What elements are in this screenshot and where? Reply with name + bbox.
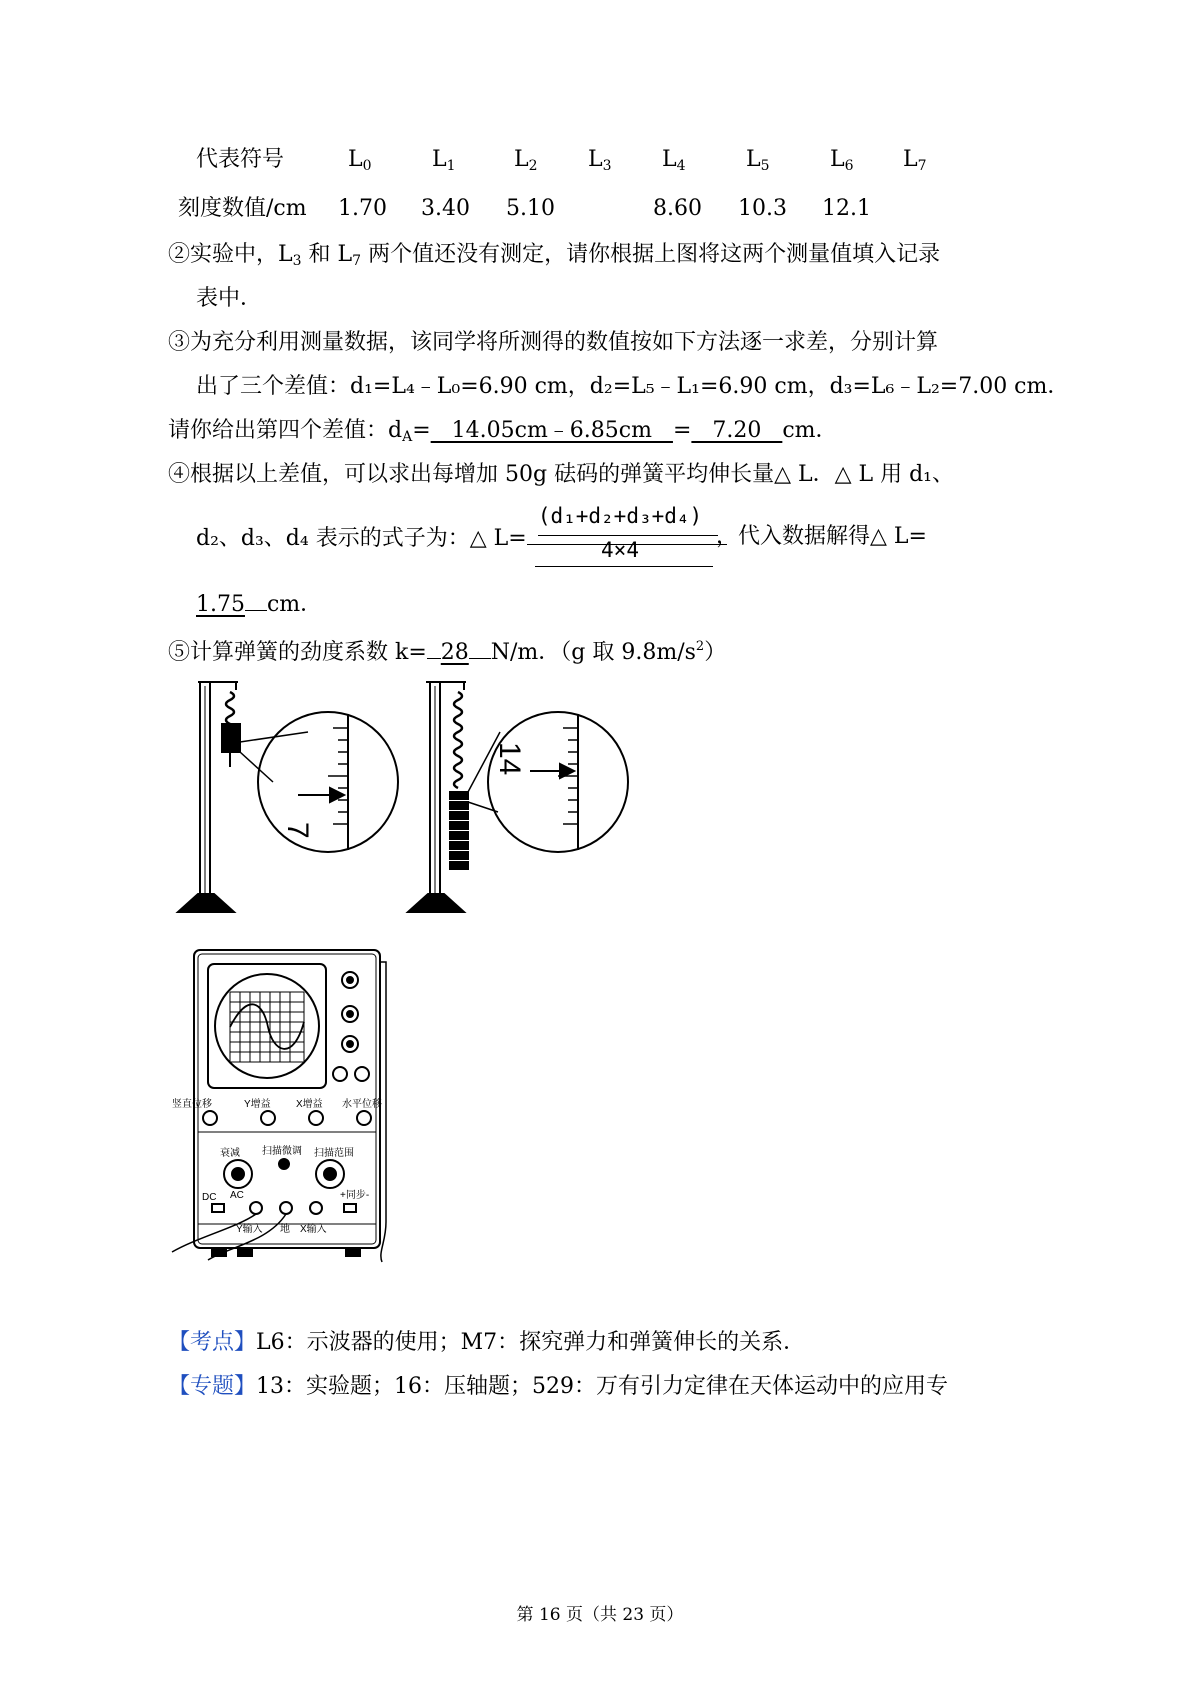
- spring-scale-figure: [168, 672, 648, 922]
- question-4-line-1: ④根据以上差值，可以求出每增加 50g 砝码的弹簧平均伸长量△ L．△ L 用 d₁、: [168, 462, 954, 487]
- table-symbol: $L_3$: [588, 147, 612, 174]
- scale-label-left: 7: [281, 822, 314, 839]
- osc-label-ac: AC: [230, 1190, 244, 1201]
- oscilloscope-figure: [168, 942, 388, 1272]
- question-3-line-3: 请你给出第四个差值：$d_A=$ 14.05cm﹣6.85cm = 7.20 cm．: [168, 418, 838, 445]
- question-3-line-1: ③为充分利用测量数据，该同学将所测得的数值按如下方法逐一求差，分别计算: [168, 330, 939, 355]
- answer-k: 28: [440, 640, 469, 665]
- table-header-label: 代表符号: [196, 147, 285, 172]
- question-4-line-2-prefix: d₂、d₃、d₄ 表示的式子为：△ L=: [196, 522, 727, 554]
- osc-label-ground: 地: [280, 1224, 290, 1235]
- question-4-line-2-suffix: ，代入数据解得△ L=: [716, 524, 927, 549]
- table-value: 1.70: [338, 196, 387, 221]
- page-number: 第 16 页（共 23 页）: [516, 1605, 684, 1625]
- table-value: 10.3: [738, 196, 787, 221]
- answer-delta-l: 1.75: [196, 592, 245, 617]
- table-symbol: $L_4$: [662, 147, 686, 174]
- answer-d4-expression: 14.05cm﹣6.85cm: [430, 418, 673, 443]
- osc-label-sweep-range: 扫描范围: [314, 1148, 354, 1159]
- osc-label-sync: +同步-: [340, 1190, 370, 1201]
- table-value: 3.40: [421, 196, 470, 221]
- question-3-line-2: 出了三个差值：d₁=L₄﹣L₀=6.90 cm，d₂=L₅﹣L₁=6.90 cm，d₃=L₆﹣L₂=7.00 cm．: [196, 374, 1070, 399]
- table-symbol: $L_6$: [830, 147, 854, 174]
- question-2-line-1: ②实验中，$L_3$ 和 $L_7$ 两个值还没有测定，请你根据上图将这两个测量值填入记录: [168, 242, 941, 269]
- table-symbol: $L_2$: [514, 147, 538, 174]
- table-value: 5.10: [506, 196, 555, 221]
- osc-label-sweep-fine: 扫描微调: [262, 1146, 302, 1157]
- table-symbol: $L_0$: [348, 147, 372, 174]
- delta-l-denominator: 4×4: [601, 538, 639, 562]
- delta-l-numerator: (d₁+d₂+d₃+d₄): [537, 504, 703, 528]
- answer-d4-value: 7.20: [691, 418, 783, 443]
- answer-underline: [535, 566, 713, 567]
- table-value-label: 刻度数值/cm: [178, 196, 307, 221]
- table-value: 12.1: [822, 196, 871, 221]
- zhuanti-line: 【专题】13：实验题；16：压轴题；529：万有引力定律在天体运动中的应用专: [168, 1374, 948, 1399]
- osc-label-x-gain: X增益: [296, 1099, 323, 1110]
- table-symbol: $L_1$: [432, 147, 456, 174]
- question-4-line-3: 1.75 cm．: [196, 592, 323, 617]
- scale-label-right: 14: [493, 742, 526, 776]
- question-2-line-2: 表中．: [196, 286, 263, 311]
- osc-label-dc: DC: [202, 1192, 217, 1203]
- osc-label-y-gain: Y增益: [244, 1099, 271, 1110]
- kaodian-tag: 【考点】: [168, 1330, 257, 1355]
- table-symbol: $L_7$: [903, 147, 927, 174]
- osc-label-vertical-position: 竖直位移: [172, 1099, 212, 1110]
- fraction-bar: [538, 535, 718, 536]
- osc-label-y-input: Y输入: [236, 1224, 263, 1235]
- osc-label-attenuation: 衰减: [220, 1148, 240, 1159]
- osc-label-horizontal-position: 水平位移: [342, 1099, 382, 1110]
- zhuanti-tag: 【专题】: [168, 1374, 257, 1399]
- osc-label-x-input: X输入: [300, 1224, 327, 1235]
- kaodian-line: 【考点】L6：示波器的使用；M7：探究弹力和弹簧伸长的关系．: [168, 1330, 806, 1355]
- table-symbol: $L_5$: [746, 147, 770, 174]
- table-value: 8.60: [653, 196, 702, 221]
- question-5-line: ⑤计算弹簧的劲度系数 k= 28 N/m．（g 取 $9.8m/s^2$）: [168, 639, 727, 665]
